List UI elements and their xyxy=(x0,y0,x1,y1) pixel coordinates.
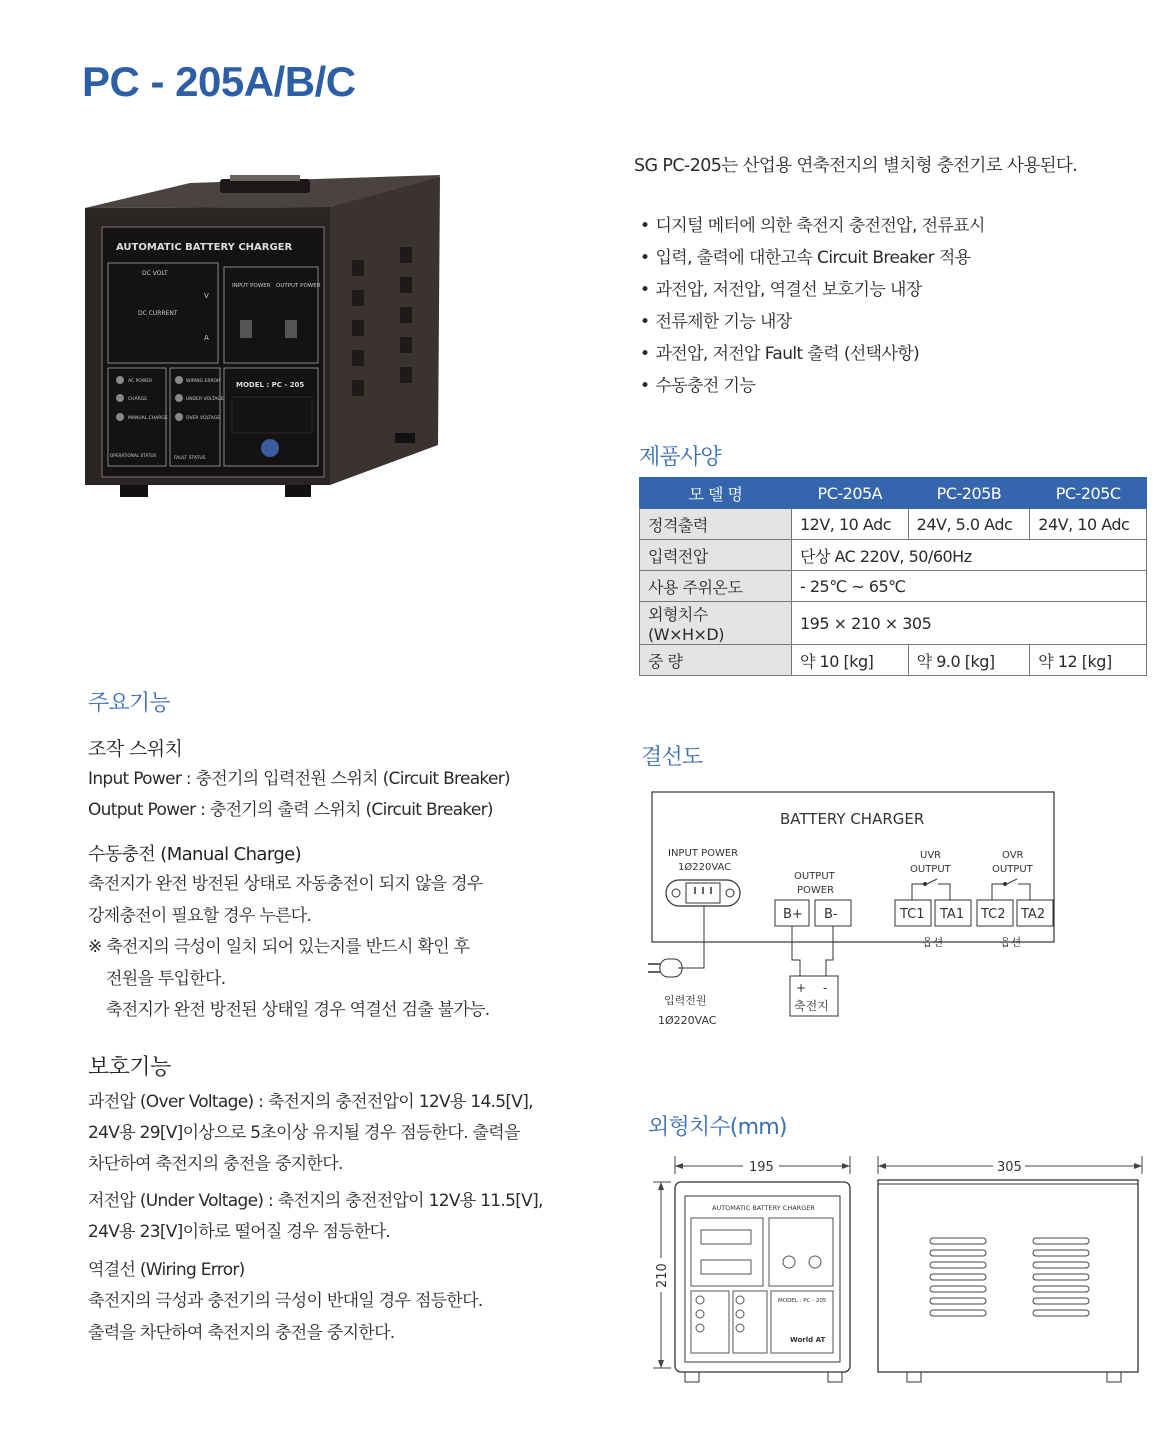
spec-row-label: 입력전압 xyxy=(640,540,792,571)
photo-over-voltage: OVER VOLTAGE xyxy=(186,416,221,421)
product-photo xyxy=(80,165,460,510)
front-model: MODEL : PC - 205 xyxy=(778,1298,827,1304)
photo-under-voltage: UNDER VOLTAGE xyxy=(186,397,224,402)
feature-item: • 과전압, 저전압, 역결선 보호기능 내장 xyxy=(640,274,985,306)
wiring-source-label: 입력전원 xyxy=(664,994,707,1007)
spec-header-cell: PC-205A xyxy=(792,478,909,509)
wiring-output-power-2: POWER xyxy=(797,885,835,896)
protection-heading: 보호기능 xyxy=(88,1055,171,1080)
wiring-diagram xyxy=(640,788,1060,1033)
switch-line: Output Power : 충전기의 출력 스위치 (Circuit Breaker) xyxy=(88,800,493,820)
photo-amp-unit: A xyxy=(204,334,209,342)
spec-cell: 195 × 210 × 305 xyxy=(792,602,1147,645)
feature-item: • 전류제한 기능 내장 xyxy=(640,306,985,338)
spec-table xyxy=(639,477,1147,676)
page-title: PC - 205A/B/C xyxy=(82,58,356,105)
wiring-minus: - xyxy=(823,981,828,995)
spec-cell: 단상 AC 220V, 50/60Hz xyxy=(792,540,1147,571)
wiring-error-line: 출력을 차단하여 축전지의 충전을 중지한다. xyxy=(88,1323,395,1343)
spec-cell: 약 12 [kg] xyxy=(1030,645,1147,676)
spec-header-cell: PC-205B xyxy=(908,478,1030,509)
spec-row-label: 정격출력 xyxy=(640,509,792,540)
spec-row-input-voltage xyxy=(640,540,1147,571)
switch-heading: 조작 스위치 xyxy=(88,738,183,760)
under-voltage-line: 저전압 (Under Voltage) : 축전지의 충전전압이 12V용 11.5[V], xyxy=(88,1191,543,1211)
over-voltage-line: 과전압 (Over Voltage) : 축전지의 충전전압이 12V용 14.5[V], xyxy=(88,1092,533,1112)
wiring-error-heading: 역결선 (Wiring Error) xyxy=(88,1260,245,1280)
wiring-ta2: TA2 xyxy=(1021,907,1046,922)
spec-row-label: 중 량 xyxy=(640,645,792,676)
photo-dc-volt: DC VOLT xyxy=(142,270,168,277)
wiring-b-plus: B+ xyxy=(783,907,803,922)
feature-item: • 디지털 메터에 의한 축전지 충전전압, 전류표시 xyxy=(640,210,985,242)
feature-list xyxy=(640,210,985,402)
spec-cell: 24V, 10 Adc xyxy=(1030,509,1147,540)
spec-cell: 12V, 10 Adc xyxy=(792,509,909,540)
spec-row-label: 사용 주위온도 xyxy=(640,571,792,602)
spec-header-cell: 모 델 명 xyxy=(640,478,792,509)
dim-width: 195 xyxy=(749,1160,774,1175)
photo-model: MODEL : PC - 205 xyxy=(236,381,305,389)
outline-heading: 외형치수(mm) xyxy=(648,1115,787,1140)
wiring-tc1: TC1 xyxy=(900,907,925,922)
feature-item: • 입력, 출력에 대한고속 Circuit Breaker 적용 xyxy=(640,242,985,274)
spec-cell: - 25℃ ~ 65℃ xyxy=(792,571,1147,602)
wiring-battery: 축전지 xyxy=(794,999,829,1013)
wiring-input-power: INPUT POWER xyxy=(668,848,739,859)
over-voltage-line: 24V용 29[V]이상으로 5초이상 유지될 경우 점등한다. 출력을 xyxy=(88,1123,520,1143)
wiring-tc2: TC2 xyxy=(981,907,1006,922)
wiring-input-voltage: 1Ø220VAC xyxy=(678,862,732,873)
wiring-heading: 결선도 xyxy=(641,745,703,770)
wiring-uvr-output: OUTPUT xyxy=(910,864,951,875)
wiring-option-2: 옵션 xyxy=(1000,936,1022,949)
wiring-uvr: UVR xyxy=(920,850,942,861)
photo-volt-unit: V xyxy=(204,292,209,300)
wiring-box-title: BATTERY CHARGER xyxy=(780,810,925,828)
photo-output-power: OUTPUT POWER xyxy=(276,283,321,289)
under-voltage-line: 24V용 23[V]이하로 떨어질 경우 점등한다. xyxy=(88,1222,391,1242)
photo-panel-title: AUTOMATIC BATTERY CHARGER xyxy=(116,242,293,253)
intro-text: SG PC-205는 산업용 연축전지의 별치형 충전기로 사용된다. xyxy=(634,156,1078,176)
photo-fault-status: FAULT STATUS xyxy=(174,456,206,461)
spec-cell: 약 10 [kg] xyxy=(792,645,909,676)
dim-height: 210 xyxy=(655,1263,670,1288)
manual-line: ※ 축전지의 극성이 일치 되어 있는지를 반드시 확인 후 xyxy=(88,937,470,957)
dim-depth: 305 xyxy=(997,1160,1022,1175)
front-brand: World AT xyxy=(790,1336,826,1344)
photo-dc-current: DC CURRENT xyxy=(138,310,178,317)
spec-header-cell: PC-205C xyxy=(1030,478,1147,509)
manual-line: 전원을 투입한다. xyxy=(106,969,226,989)
photo-wiring-error: WIRING ERROR xyxy=(186,379,221,384)
photo-charge: CHARGE xyxy=(128,397,148,402)
switch-line: Input Power : 충전기의 입력전원 스위치 (Circuit Breaker) xyxy=(88,769,510,789)
manual-line: 강제충전이 필요할 경우 누른다. xyxy=(88,906,312,926)
wiring-error-line: 축전지의 극성과 충전기의 극성이 반대일 경우 점등한다. xyxy=(88,1291,483,1311)
photo-operational-status: OPERATIONAL STATUS xyxy=(110,453,157,458)
spec-header-row xyxy=(640,478,1147,509)
photo-ac-power: AC POWER xyxy=(128,379,153,384)
functions-heading: 주요기능 xyxy=(88,691,170,716)
wiring-output-power-1: OUTPUT xyxy=(794,871,835,882)
wiring-b-minus: B- xyxy=(824,907,838,922)
spec-row-ambient-temp xyxy=(640,571,1147,602)
spec-row-label: 외형치수(W×H×D) xyxy=(640,602,792,645)
wiring-ovr-output: OUTPUT xyxy=(992,864,1033,875)
manual-line: 축전지가 완전 방전된 상태일 경우 역결선 검출 불가능. xyxy=(106,1000,490,1020)
spec-row-rated-output xyxy=(640,509,1147,540)
front-title: AUTOMATIC BATTERY CHARGER xyxy=(712,1204,815,1212)
outline-drawing xyxy=(645,1152,1150,1387)
manual-heading: 수동충전 (Manual Charge) xyxy=(88,844,302,865)
spec-heading: 제품사양 xyxy=(639,445,721,470)
wiring-option-1: 옵션 xyxy=(922,936,944,949)
wiring-plus: + xyxy=(796,981,807,995)
feature-item: • 과전압, 저전압 Fault 출력 (선택사항) xyxy=(640,338,985,370)
over-voltage-line: 차단하여 축전지의 충전을 중지한다. xyxy=(88,1154,343,1174)
wiring-ovr: OVR xyxy=(1002,850,1024,861)
spec-row-weight xyxy=(640,645,1147,676)
spec-cell: 24V, 5.0 Adc xyxy=(908,509,1030,540)
spec-cell: 약 9.0 [kg] xyxy=(908,645,1030,676)
manual-line: 축전지가 완전 방전된 상태로 자동충전이 되지 않을 경우 xyxy=(88,874,483,894)
wiring-ta1: TA1 xyxy=(940,907,965,922)
spec-row-dimensions xyxy=(640,602,1147,645)
photo-input-power: INPUT POWER xyxy=(232,283,271,289)
photo-manual-charge: MANUAL CHARGE xyxy=(128,416,168,421)
wiring-source-voltage: 1Ø220VAC xyxy=(658,1014,717,1027)
feature-item: • 수동충전 기능 xyxy=(640,370,985,402)
